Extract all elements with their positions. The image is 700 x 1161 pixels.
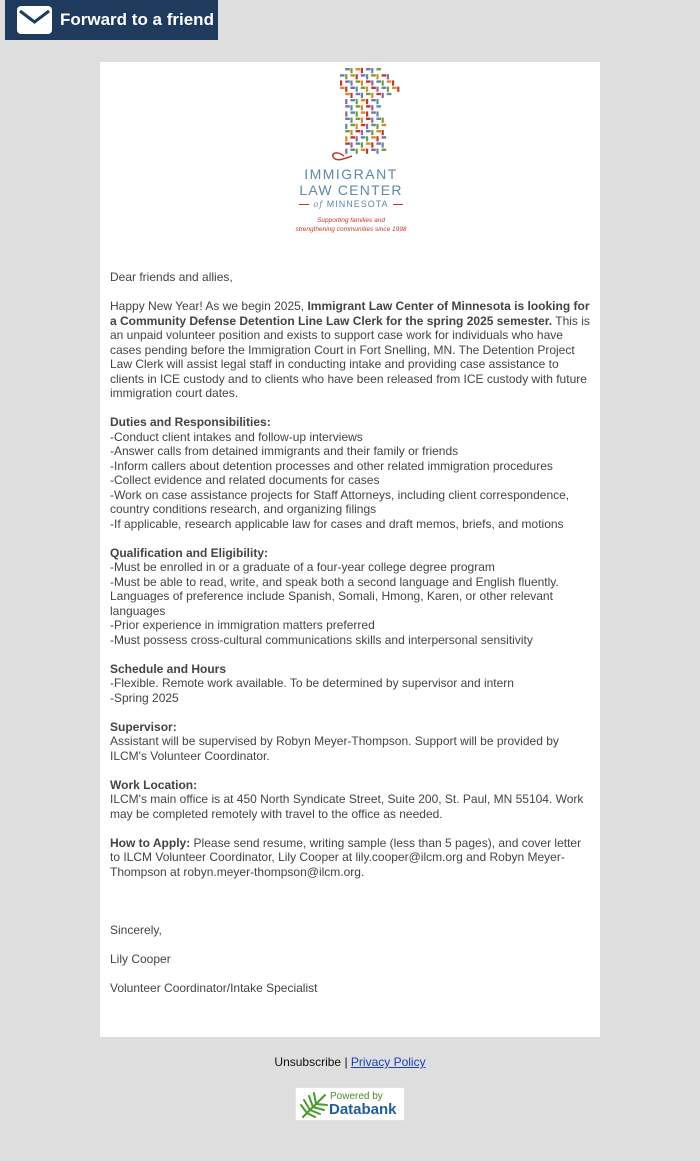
duty-item: -Collect evidence and related documents for cases bbox=[110, 473, 380, 487]
supervisor-title: Supervisor: bbox=[110, 719, 177, 734]
duty-item: -If applicable, research applicable law for cases and draft memos, briefs, and motions bbox=[110, 516, 564, 531]
palm-leaf-icon bbox=[299, 1091, 329, 1119]
apply-text: Please send resume, writing sample (less than 5 pages), and cover letter to ILCM Volunteer Coordinator, Lily Cooper at lily.cooper@ilcm.org and Robyn Meyer-Thompson at robyn.meyer-thompson@ilcm.org. bbox=[110, 835, 582, 879]
qualification-item: -Must possess cross-cultural communications skills and interpersonal sensitivity bbox=[110, 632, 533, 647]
duty-item: -Inform callers about detention processes and other related immigration procedures bbox=[110, 458, 553, 473]
minnesota-map-logo-icon bbox=[286, 66, 416, 164]
databank-label: Databank bbox=[329, 1101, 397, 1118]
schedule-item: -Flexible. Remote work available. To be determined by supervisor and intern bbox=[110, 676, 514, 690]
duty-item: -Work on case assistance projects for Staff Attorneys, including client correspondence, country conditions research, and organizing filings bbox=[110, 487, 570, 516]
intro-paragraph: Happy New Year! As we begin 2025, Immigrant Law Center of Minnesota is looking for a Community Defense Detention Line Law Clerk for the spring 2025 semester. This is an unpaid volunteer position and exists to support case work for individuals who have cases pending before the Immigration Court in Fort Snelling, MN. The Detention Project Law Clerk will assist legal staff in conducting intake and providing case assistance to clients in ICE custody and to clients who have been released from ICE custody with future immigration court dates. bbox=[110, 299, 590, 400]
qualifications-section bbox=[110, 546, 594, 648]
qualification-item: -Prior experience in immigration matters preferred bbox=[110, 618, 375, 632]
signer-name: Lily Cooper bbox=[110, 951, 171, 966]
location-section bbox=[110, 778, 594, 822]
forward-label: Forward to a friend bbox=[60, 10, 214, 29]
duty-item: -Conduct client intakes and follow-up interviews bbox=[110, 429, 363, 444]
apply-section bbox=[110, 836, 594, 880]
letter-body bbox=[110, 270, 594, 1010]
logo-line-law-center: LAW CENTER bbox=[299, 182, 403, 198]
duties-section bbox=[110, 415, 594, 531]
envelope-icon bbox=[17, 6, 52, 34]
location-text: ILCM's main office is at 450 North Syndicate Street, Suite 200, St. Paul, MN 55104. Work may be completed remotely with travel to the office as needed. bbox=[110, 792, 584, 821]
forward-to-friend-button[interactable] bbox=[5, 0, 218, 40]
logo-line-minnesota: of MINNESOTA bbox=[286, 198, 416, 211]
privacy-policy-link[interactable]: Privacy Policy bbox=[350, 1055, 426, 1069]
email-card bbox=[100, 62, 600, 1037]
qualifications-title: Qualification and Eligibility: bbox=[110, 545, 269, 560]
logo-tagline-1: Supporting families and bbox=[317, 217, 385, 224]
schedule-title: Schedule and Hours bbox=[110, 661, 227, 676]
duty-item: -Answer calls from detained immigrants and their family or friends bbox=[110, 444, 459, 458]
closing: Sincerely, bbox=[110, 922, 162, 937]
supervisor-text: Assistant will be supervised by Robyn Meyer-Thompson. Support will be provided by ILCM's Volunteer Coordinator. bbox=[110, 734, 559, 763]
logo-line-immigrant: IMMIGRANT bbox=[304, 166, 398, 182]
qualification-item: -Must be able to read, write, and speak both a second language and English fluently. Languages of preference include Spanish, Somali, Hmong, Karen, or other relevant languages bbox=[110, 574, 559, 618]
qualification-item: -Must be enrolled in or a graduate of a four-year college degree program bbox=[110, 560, 495, 574]
location-title: Work Location: bbox=[110, 777, 198, 792]
footer-separator: | bbox=[341, 1055, 351, 1069]
footer-links bbox=[0, 1055, 700, 1069]
logo-tagline-2: strengthening communities since 1998 bbox=[295, 226, 407, 233]
signer-title: Volunteer Coordinator/Intake Specialist bbox=[110, 980, 318, 995]
schedule-section bbox=[110, 662, 594, 706]
apply-title: How to Apply: bbox=[110, 835, 191, 850]
powered-by-label: Powered by bbox=[330, 1091, 383, 1102]
powered-by-databank-badge[interactable] bbox=[295, 1087, 405, 1121]
supervisor-section bbox=[110, 720, 594, 764]
unsubscribe-link[interactable]: Unsubscribe bbox=[274, 1055, 342, 1069]
greeting: Dear friends and allies, bbox=[110, 270, 233, 284]
ilcm-logo bbox=[286, 66, 416, 240]
duties-title: Duties and Responsibilities: bbox=[110, 415, 271, 429]
schedule-item: -Spring 2025 bbox=[110, 690, 179, 705]
